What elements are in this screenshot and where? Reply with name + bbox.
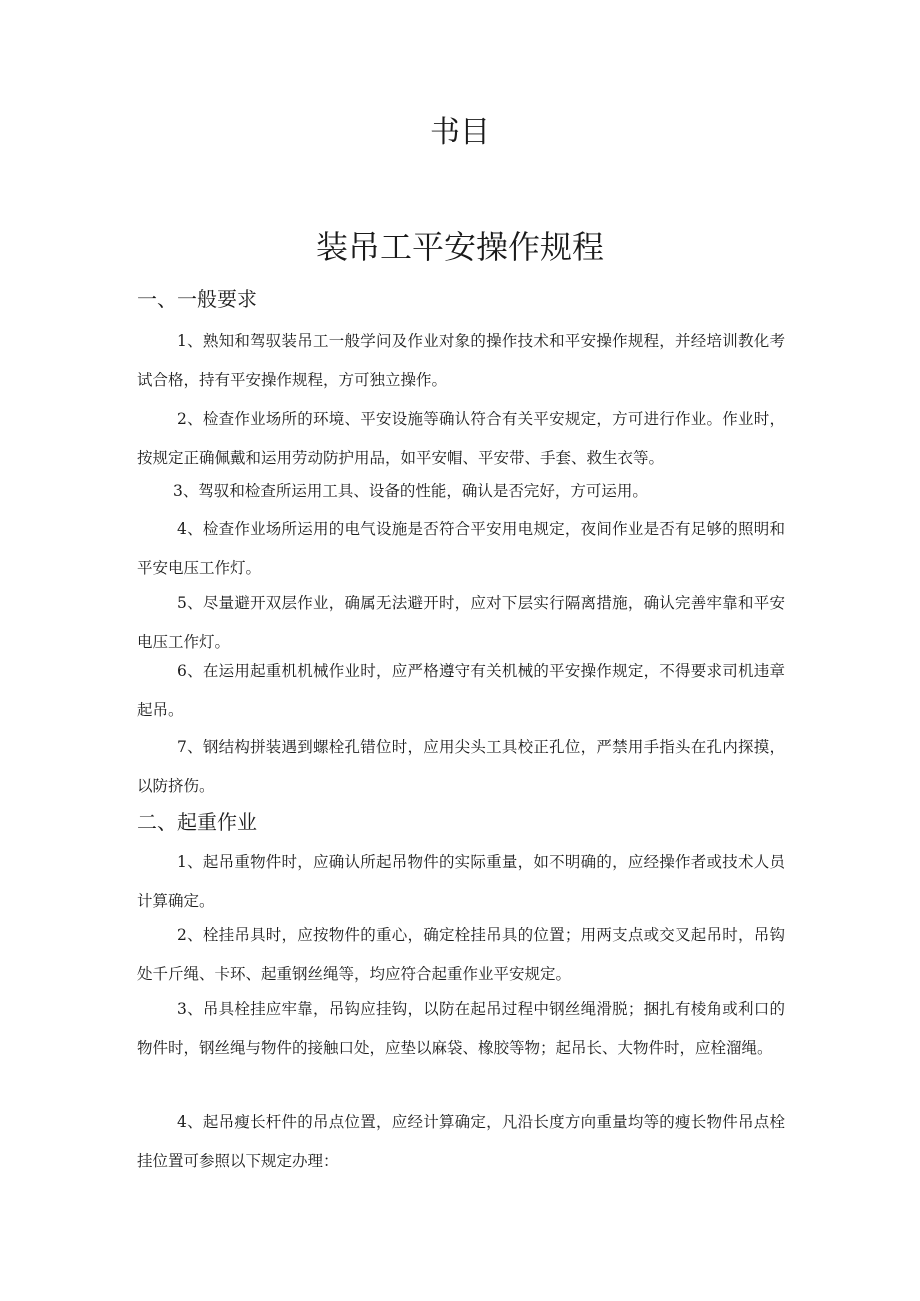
paragraph-2-3: 3、吊具栓挂应牢靠，吊钩应挂钩，以防在起吊过程中钢丝绳滑脱；捆扎有棱角或利口的物件时，钢丝绳与物件的接触口处，应垫以麻袋、橡胶等物；起吊长、大物件时，应栓溜绳。: [137, 1000, 785, 1057]
section-heading-general-requirements: 一、一般要求: [137, 287, 257, 311]
paragraph-2-2: 2、栓挂吊具时，应按物件的重心，确定栓挂吊具的位置；用两支点或交叉起吊时，吊钩处千斤绳、卡环、起重钢丝绳等，均应符合起重作业平安规定。: [137, 926, 785, 983]
paragraph-1-4: 4、检查作业场所运用的电气设施是否符合平安用电规定，夜间作业是否有足够的照明和平安电压工作灯。: [137, 520, 785, 577]
paragraph-1-1: 1、熟知和驾驭装吊工一般学问及作业对象的操作技术和平安操作规程，并经培训教化考试合格，持有平安操作规程，方可独立操作。: [137, 332, 785, 389]
paragraph-1-5: 5、尽量避开双层作业，确属无法避开时，应对下层实行隔离措施，确认完善牢靠和平安电压工作灯。: [137, 594, 785, 651]
main-title: 装吊工平安操作规程: [315, 228, 604, 266]
paragraph-1-3: 3、驾驭和检查所运用工具、设备的性能，确认是否完好，方可运用。: [173, 482, 648, 500]
paragraph-2-4: 4、起吊瘦长杆件的吊点位置，应经计算确定，凡沿长度方向重量均等的瘦长物件吊点栓挂位置可参照以下规定办理：: [137, 1113, 785, 1170]
section-heading-lifting-operations: 二、起重作业: [137, 810, 257, 834]
document-header-title: 书目: [430, 115, 490, 150]
paragraph-2-1: 1、起吊重物件时，应确认所起吊物件的实际重量，如不明确的，应经操作者或技术人员计算确定。: [137, 853, 785, 910]
paragraph-1-2: 2、检查作业场所的环境、平安设施等确认符合有关平安规定，方可进行作业。作业时，按规定正确佩戴和运用劳动防护用品，如平安帽、平安带、手套、救生衣等。: [137, 410, 785, 467]
paragraph-1-6: 6、在运用起重机机械作业时，应严格遵守有关机械的平安操作规定，不得要求司机违章起吊。: [137, 662, 785, 719]
paragraph-1-7: 7、钢结构拼装遇到螺栓孔错位时，应用尖头工具校正孔位，严禁用手指头在孔内探摸，以防挤伤。: [137, 738, 785, 795]
